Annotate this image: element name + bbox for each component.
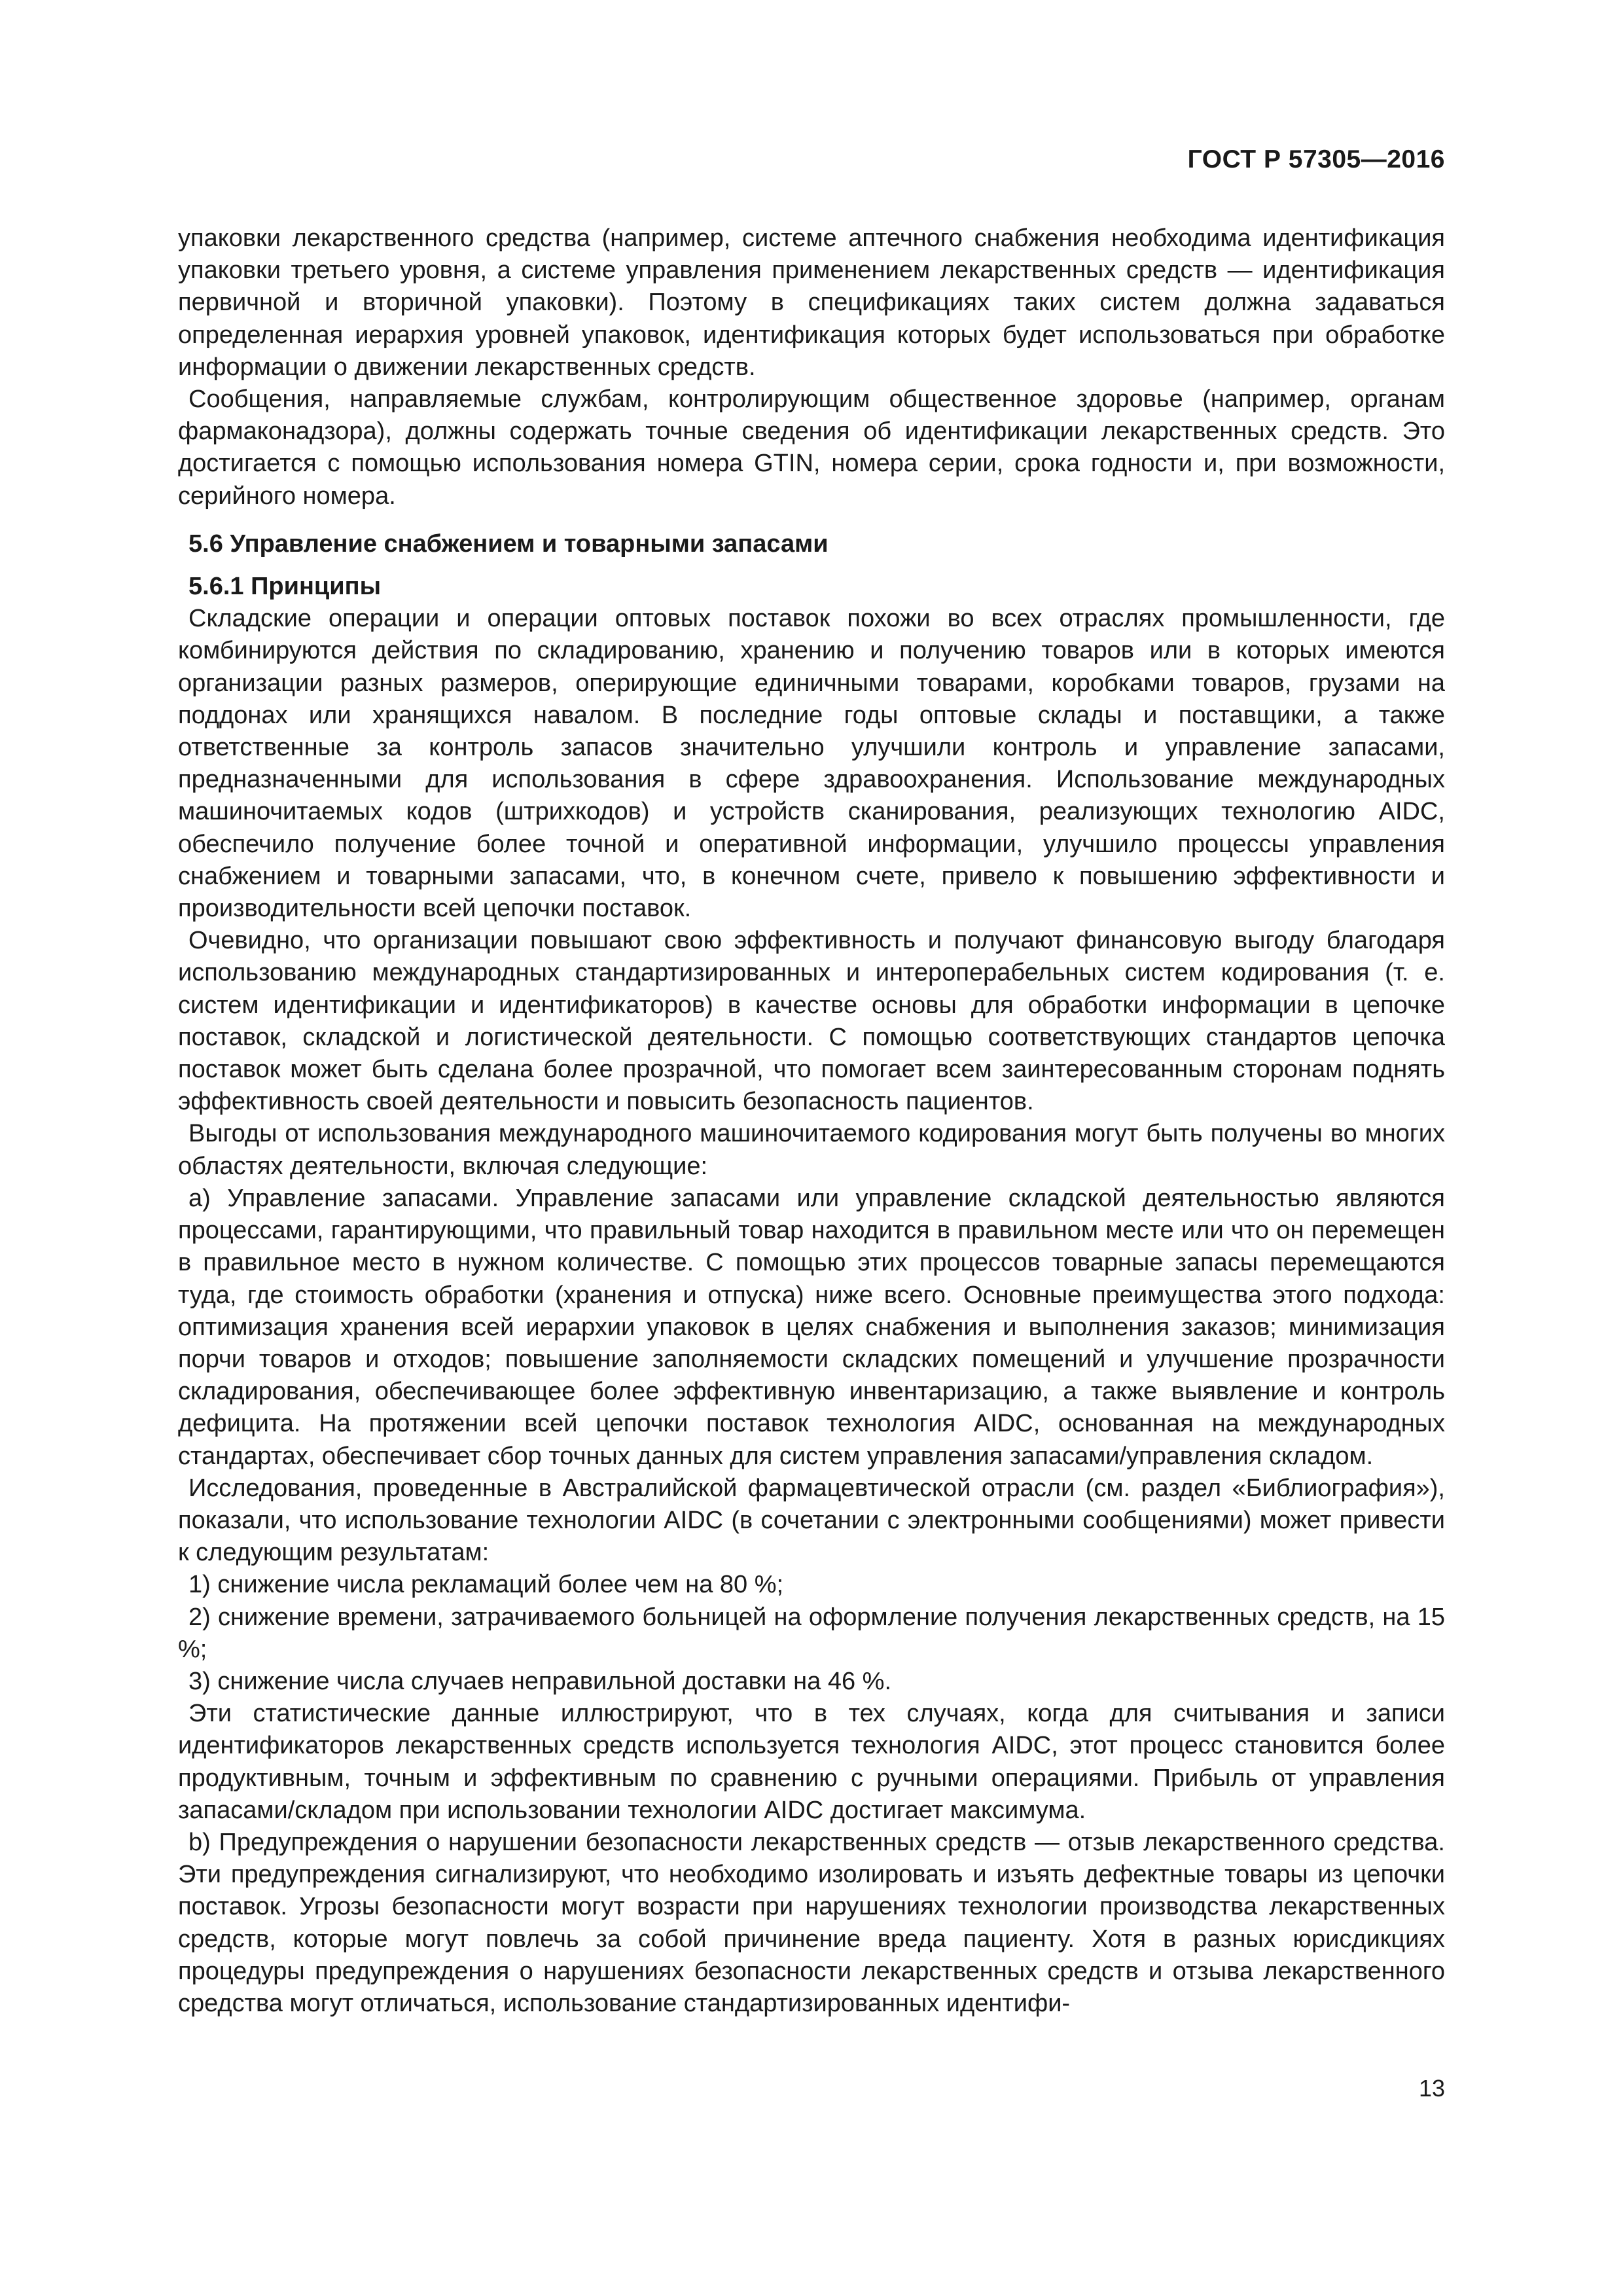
document-id-header: ГОСТ Р 57305—2016 bbox=[1187, 145, 1445, 173]
numbered-item-3: 3) снижение числа случаев неправильной доставки на 46 %. bbox=[188, 1667, 892, 1695]
list-item-a: а) Управление запасами. Управление запасами или управление складской деятельностью являются процессами, гарантирующими, что правильный товар находится в правильном месте или что он перемещен в правильное место в нужном количестве. С помощью этих процессов товарные запасы перемещаются туда, где стоимость обработки (хранения и отпуска) ниже всего. Основные преимущества этого подхода: оптимизация хранения всей иерархии упаковок в целях снабжения и выполнения заказов; минимизация порчи товаров и отходов; повышение заполняемости складских помещений и улучшение прозрачности складирования, обеспечивающее более эффективную инвентаризацию, а также выявление и контроль дефицита. На протяжении всей цепочки поставок технология AIDC, основанная на международных стандартах, обеспечивает сбор точных данных для систем управления запасами/управления складом. bbox=[178, 1184, 1445, 1470]
paragraph: Выгоды от использования международного машиночитаемого кодирования могут быть получены во многих областях деятельности, включая следующие: bbox=[178, 1120, 1445, 1180]
paragraph: Складские операции и операции оптовых поставок похожи во всех отраслях промышленности, где комбинируются действия по складированию, хранению и получению товаров или в которых имеются организации разных размеров, оперирующие единичными товарами, коробками товаров, грузами на поддонах или хранящихся навалом. В последние годы оптовые склады и поставщики, а также ответственные за контроль запасов значительно улучшили контроль и управление запасами, предназначенными для использования в сфере здравоохранения. Использование международных машиночитаемых кодов (штрихкодов) и устройств сканирования, реализующих технологию AIDC, обеспечило получение более точной и оперативной информации, улучшило процессы управления снабжением и товарными запасами, что, в конечном счете, привело к повышению эффективности и производительности всей цепочки поставок. bbox=[178, 605, 1445, 923]
paragraph: Сообщения, направляемые службам, контролирующим общественное здоровье (например, органам фармаконадзора), должны содержать точные сведения об идентификации лекарственных средств. Это достигается с помощью использования номера GTIN, номера серии, срока годности и, при возможности, серийного номера. bbox=[178, 386, 1445, 510]
page-number: 13 bbox=[1418, 2075, 1445, 2102]
section-heading: 5.6 Управление снабжением и товарными запасами bbox=[188, 529, 829, 558]
list-item-b: b) Предупреждения о нарушении безопасности лекарственных средств — отзыв лекарственного средства. Эти предупреждения сигнализируют, что необходимо изолировать и изъять дефектные товары из цепочки поставок. Угрозы безопасности могут возрасти при нарушениях технологии производства лекарственных средств, которые могут повлечь за собой причинение вреда пациенту. Хотя в разных юрисдикциях процедуры предупреждения о нарушениях безопасности лекарственных средств и отзыва лекарственного средства могут отличаться, использование стандартизированных идентифи- bbox=[178, 1828, 1445, 2017]
paragraph: Очевидно, что организации повышают свою эффективность и получают финансовую выгоду благодаря использованию международных стандартизированных и интероперабельных систем кодирования (т. е. систем идентификации и идентификаторов) в качестве основы для обработки информации в цепочке поставок, складской и логистической деятельности. С помощью соответствующих стандартов цепочка поставок может быть сделана более прозрачной, что помогает всем заинтересованным сторонам поднять эффективность своей деятельности и повысить безопасность пациентов. bbox=[178, 927, 1445, 1116]
document-body bbox=[178, 223, 1445, 2020]
subsection-heading: 5.6.1 Принципы bbox=[188, 573, 382, 601]
numbered-item-2: 2) снижение времени, затрачиваемого больницей на оформление получения лекарственных средств, на 15 %; bbox=[178, 1603, 1445, 1663]
paragraph: Эти статистические данные иллюстрируют, что в тех случаях, когда для считывания и записи идентификаторов лекарственных средств используется технология AIDC, этот процесс становится более продуктивным, точным и эффективным по сравнению с ручными операциями. Прибыль от управления запасами/складом при использовании технологии AIDC достигает максимума. bbox=[178, 1700, 1445, 1824]
numbered-item-1: 1) снижение числа рекламаций более чем на 80 %; bbox=[188, 1571, 784, 1599]
paragraph-continuation: упаковки лекарственного средства (например, системе аптечного снабжения необходима идентификация упаковки третьего уровня, а системе управления применением лекарственных средств — идентификация первичной и вторичной упаковки). Поэтому в спецификациях таких систем должна задаваться определенная иерархия уровней упаковок, идентификация которых будет использоваться при обработке информации о движении лекарственных средств. bbox=[178, 224, 1445, 381]
paragraph: Исследования, проведенные в Австралийской фармацевтической отрасли (см. раздел «Библиография»), показали, что использование технологии AIDC (в сочетании с электронными сообщениями) может привести к следующим результатам: bbox=[178, 1474, 1445, 1567]
